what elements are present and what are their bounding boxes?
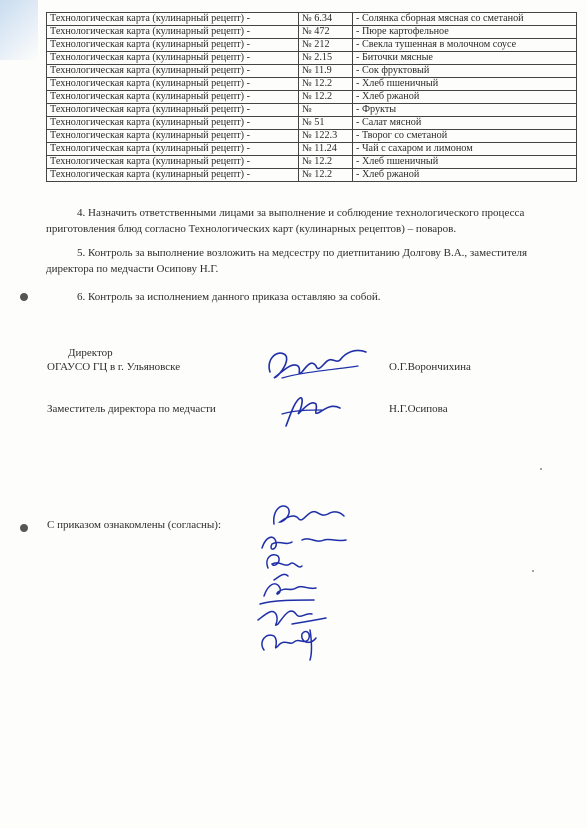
- recipe-dish-name: - Биточки мясные: [353, 52, 577, 65]
- punch-hole-mark: [20, 524, 28, 532]
- recipe-dish-name: - Свекла тушенная в молочном соусе: [353, 39, 577, 52]
- recipe-card-type: Технологическая карта (кулинарный рецепт) -: [47, 156, 299, 169]
- recipe-dish-name: - Пюре картофельное: [353, 26, 577, 39]
- table-row: [47, 156, 577, 169]
- recipe-dish-name: - Солянка сборная мясная со сметаной: [353, 13, 577, 26]
- recipe-card-type: Технологическая карта (кулинарный рецепт) -: [47, 143, 299, 156]
- scan-speck: [532, 570, 534, 572]
- recipe-card-type: Технологическая карта (кулинарный рецепт) -: [47, 39, 299, 52]
- director-signature: [262, 342, 374, 388]
- recipe-card-type: Технологическая карта (кулинарный рецепт) -: [47, 26, 299, 39]
- paragraph-6: 6. Контроль за исполнением данного приказа оставляю за собой.: [77, 291, 381, 303]
- recipe-card-number: № 51: [299, 117, 353, 130]
- recipe-card-type: Технологическая карта (кулинарный рецепт) -: [47, 117, 299, 130]
- recipe-card-number: № 472: [299, 26, 353, 39]
- table-row: [47, 52, 577, 65]
- recipe-card-number: № 12.2: [299, 156, 353, 169]
- recipe-dish-name: - Салат мясной: [353, 117, 577, 130]
- deputy-signature: [276, 392, 348, 430]
- director-name: О.Г.Ворончихина: [389, 361, 471, 373]
- recipe-card-type: Технологическая карта (кулинарный рецепт) -: [47, 91, 299, 104]
- paragraph-4: 4. Назначить ответственными лицами за выполнение и соблюдение технологического процесса приготовления блюд согласно Технологических карт (кулинарных рецептов) – поваров.: [46, 207, 525, 235]
- recipe-dish-name: - Творог со сметаной: [353, 130, 577, 143]
- recipe-dish-name: - Чай с сахаром и лимоном: [353, 143, 577, 156]
- table-row: [47, 143, 577, 156]
- acknowledged-label: С приказом ознакомлены (согласны):: [47, 519, 222, 531]
- table-row: [47, 91, 577, 104]
- table-row: [47, 104, 577, 117]
- scan-edge-tint: [0, 0, 38, 60]
- recipe-card-number: № 12.2: [299, 91, 353, 104]
- recipe-card-type: Технологическая карта (кулинарный рецепт) -: [47, 78, 299, 91]
- recipe-dish-name: - Хлеб пшеничный: [353, 78, 577, 91]
- table-row: [47, 130, 577, 143]
- table-row: [47, 26, 577, 39]
- recipe-dish-name: - Хлеб пшеничный: [353, 156, 577, 169]
- recipe-dish-name: - Сок фруктовый: [353, 65, 577, 78]
- recipe-card-number: № 212: [299, 39, 353, 52]
- table-row: [47, 39, 577, 52]
- recipe-table: [46, 12, 577, 182]
- punch-hole-mark: [20, 293, 28, 301]
- recipe-card-type: Технологическая карта (кулинарный рецепт) -: [47, 13, 299, 26]
- scan-speck: [540, 468, 542, 470]
- recipe-card-number: №: [299, 104, 353, 117]
- recipe-dish-name: - Хлеб ржаной: [353, 91, 577, 104]
- recipe-card-number: № 11.9: [299, 65, 353, 78]
- recipe-card-number: № 2.15: [299, 52, 353, 65]
- table-row: [47, 117, 577, 130]
- deputy-title: Заместитель директора по медчасти: [47, 403, 216, 415]
- paragraph-5: 5. Контроль за выполнение возложить на медсестру по диетпитанию Долгову В.А., заместителя директора по медчасти Осипову Н.Г.: [46, 247, 528, 275]
- recipe-card-number: № 12.2: [299, 169, 353, 182]
- recipe-card-number: № 6.34: [299, 13, 353, 26]
- recipe-dish-name: - Фрукты: [353, 104, 577, 117]
- recipe-card-type: Технологическая карта (кулинарный рецепт) -: [47, 169, 299, 182]
- recipe-card-number: № 122.3: [299, 130, 353, 143]
- recipe-card-type: Технологическая карта (кулинарный рецепт) -: [47, 130, 299, 143]
- director-organization: ОГАУСО ГЦ в г. Ульяновске: [47, 361, 181, 373]
- recipe-card-type: Технологическая карта (кулинарный рецепт) -: [47, 104, 299, 117]
- director-title: Директор: [68, 347, 113, 359]
- table-row: [47, 65, 577, 78]
- table-row: [47, 13, 577, 26]
- staff-signatures: [254, 496, 350, 664]
- recipe-card-type: Технологическая карта (кулинарный рецепт) -: [47, 65, 299, 78]
- recipe-card-type: Технологическая карта (кулинарный рецепт) -: [47, 52, 299, 65]
- recipe-card-number: № 12.2: [299, 78, 353, 91]
- recipe-card-number: № 11.24: [299, 143, 353, 156]
- recipe-table-body: [47, 13, 577, 182]
- table-row: [47, 78, 577, 91]
- recipe-dish-name: - Хлеб ржаной: [353, 169, 577, 182]
- deputy-name: Н.Г.Осипова: [389, 403, 448, 415]
- table-row: [47, 169, 577, 182]
